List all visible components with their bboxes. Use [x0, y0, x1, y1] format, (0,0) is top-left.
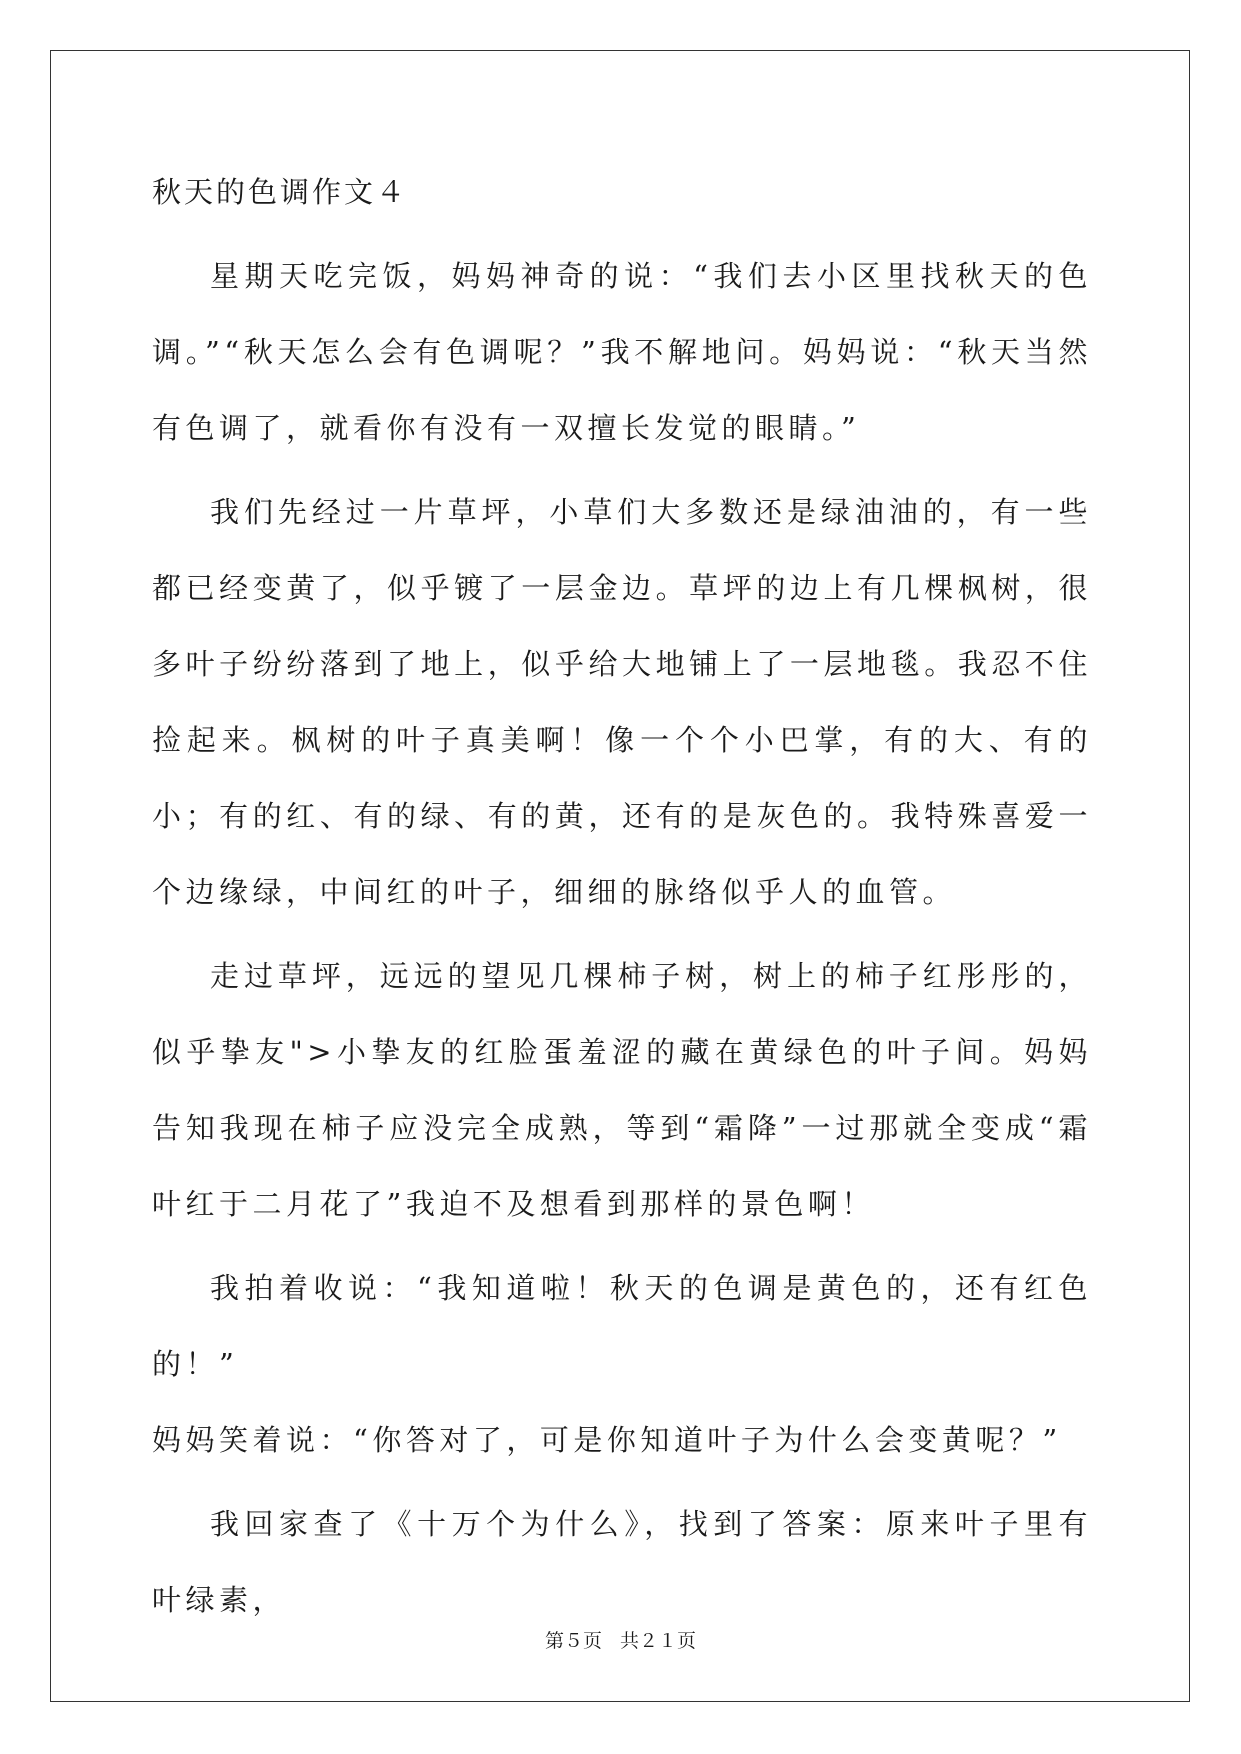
- paragraph-3: 走过草坪，远远的望见几棵柿子树，树上的柿子红彤彤的，似乎挚友">小挚友的红脸蛋羞涩的藏在黄绿色的叶子间。妈妈告知我现在柿子应没完全成熟，等到“霜降”一过那就全变成“霜叶红于二月花了”我迫不及想看到那样的景色啊！: [152, 959, 1092, 1221]
- paragraph-4: 我拍着收说：“我知道啦！秋天的色调是黄色的，还有红色的！”: [152, 1271, 1092, 1381]
- paragraph-2: 我们先经过一片草坪，小草们大多数还是绿油油的，有一些都已经变黄了，似乎镀了一层金边。草坪的边上有几棵枫树，很多叶子纷纷落到了地上，似乎给大地铺上了一层地毯。我忍不住捡起来。枫树的叶子真美啊！像一个个小巴掌，有的大、有的小；有的红、有的绿、有的黄，还有的是灰色的。我特殊喜爱一个边缘绿，中间红的叶子，细细的脉络似乎人的血管。: [152, 495, 1092, 909]
- paragraph-5: 妈妈笑着说：“你答对了，可是你知道叶子为什么会变黄呢？”: [152, 1423, 1062, 1457]
- document-body: [152, 162, 1092, 1646]
- paragraph-6: 我回家查了《十万个为什么》，找到了答案：原来叶子里有叶绿素，: [152, 1507, 1092, 1617]
- page-footer: [0, 1626, 1241, 1653]
- page-number: 第５页: [544, 1630, 602, 1652]
- paragraph-1: 星期天吃完饭，妈妈神奇的说：“我们去小区里找秋天的色调。”“秋天怎么会有色调呢？”我不解地问。妈妈说：“秋天当然有色调了，就看你有没有一双擅长发觉的眼睛。”: [152, 259, 1092, 445]
- total-pages: 共２１页: [620, 1630, 697, 1652]
- document-title: 秋天的色调作文４: [152, 175, 409, 209]
